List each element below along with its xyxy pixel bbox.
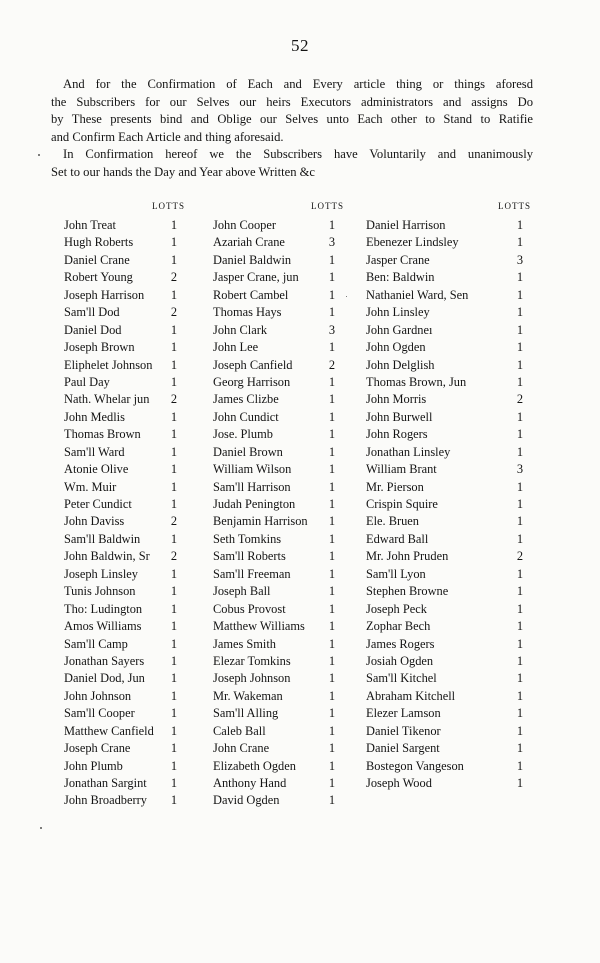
subscriber-name: Joseph Ball — [213, 584, 271, 599]
lotts-count: 1 — [170, 706, 178, 721]
subscriber-name: Josiah Ogden — [366, 653, 434, 668]
lotts-count: 1 — [516, 636, 524, 651]
lotts-count: 1 — [516, 584, 524, 599]
subscriber-name: Benjamin Harrison — [213, 514, 308, 529]
subscriber-name: Mr. Pierson — [366, 479, 424, 494]
subscriber-name: Edward Ball — [366, 531, 429, 546]
lotts-count: 1 — [170, 374, 178, 389]
lotts-count: 1 — [516, 497, 524, 511]
subscriber-name: Jose. Plumb — [213, 427, 273, 442]
lotts-count: 1 — [328, 601, 336, 616]
subscriber-name: Ben: Baldwin — [366, 270, 435, 285]
subscriber-name: Joseph Wood — [366, 776, 432, 790]
lotts-count: 2 — [170, 514, 178, 529]
subscriber-name: Seth Tomkins — [213, 531, 282, 546]
subscriber-name: John Daviss — [64, 514, 125, 529]
subscriber-name: Joseph Crane — [64, 741, 131, 756]
subscriber-name: Sam'll Camp — [64, 636, 128, 651]
lotts-count: 1 — [516, 706, 524, 721]
lotts-count: 1 — [170, 531, 178, 546]
lotts-count: 1 — [516, 514, 524, 529]
lotts-count: 1 — [170, 671, 178, 686]
lotts-count: 1 — [170, 566, 178, 581]
subscriber-name: John Delglish — [366, 357, 435, 372]
subscriber-name: John Johnson — [64, 688, 132, 703]
lotts-count: 1 — [516, 427, 524, 442]
subscriber-name: Daniel Dod — [64, 322, 122, 337]
lotts-count: 1 — [328, 688, 336, 703]
lotts-count: 1 — [328, 497, 336, 511]
subscriber-name: Cobus Provost — [213, 601, 286, 616]
subscriber-name: Sam'll Harrison — [213, 479, 291, 494]
subscriber-name: James Rogers — [366, 636, 435, 651]
lotts-count: 1 — [516, 758, 524, 773]
intro-line: Set to our hands the Day and Year above Written &c — [51, 164, 316, 179]
subscriber-name: Daniel Sargent — [366, 741, 440, 756]
lotts-count: 1 — [328, 566, 336, 581]
lotts-count: 1 — [328, 514, 336, 529]
subscriber-name: Hugh Roberts — [64, 235, 134, 250]
lotts-count: 1 — [328, 252, 336, 267]
subscriber-name: Sam'll Roberts — [213, 549, 286, 564]
subscriber-name: John Rogers — [366, 427, 428, 442]
subscriber-name: Daniel Harrison — [366, 218, 446, 232]
lotts-count: 1 — [328, 305, 336, 320]
lotts-count: 1 — [516, 218, 524, 232]
subscriber-name: Amos Williams — [64, 619, 142, 634]
subscriber-name: Thomas Brown, Jun — [366, 374, 467, 389]
lotts-count: 1 — [170, 427, 178, 442]
subscriber-name: Azariah Crane — [213, 235, 285, 250]
lotts-count: 1 — [328, 671, 336, 686]
lotts-count: 2 — [170, 305, 178, 320]
lotts-count: 1 — [328, 723, 336, 738]
lotts-count: 1 — [170, 653, 178, 668]
lotts-count: 1 — [170, 462, 178, 477]
subscriber-name: Daniel Crane — [64, 252, 130, 267]
lotts-count: 1 — [516, 340, 524, 355]
subscriber-name: Jasper Crane, jun — [213, 270, 299, 285]
subscriber-name: Elezar Tomkins — [213, 653, 291, 668]
lotts-count: 1 — [170, 235, 178, 250]
subscriber-name: John Ogden — [366, 340, 426, 355]
subscriber-name: Sam'll Freeman — [213, 566, 291, 581]
subscriber-name: Daniel Dod, Jun — [64, 671, 145, 686]
lotts-count: 2 — [328, 357, 336, 372]
subscriber-name: John Lee — [213, 340, 259, 355]
subscriber-name: Ele. Bruen — [366, 514, 419, 529]
lotts-count: 1 — [328, 287, 336, 302]
subscriber-name: Paul Day — [64, 374, 110, 389]
subscriber-name: Stephen Browne — [366, 584, 449, 599]
lotts-count: 1 — [170, 688, 178, 703]
lotts-count: 1 — [170, 252, 178, 267]
subscriber-name: John Baldwin, Sr — [64, 549, 150, 564]
lotts-count: 1 — [516, 270, 524, 285]
lotts-count: 1 — [516, 776, 524, 790]
lotts-count: 1 — [328, 741, 336, 756]
lotts-count: 1 — [328, 392, 336, 407]
intro-line: and Confirm Each Article and thing aforesaid. — [51, 129, 284, 144]
subscriber-name: John Cundict — [213, 409, 279, 424]
lotts-header: LOTTS — [498, 201, 531, 211]
lotts-count: 1 — [516, 566, 524, 581]
lotts-count: 1 — [328, 427, 336, 442]
lotts-count: 3 — [328, 235, 336, 250]
lotts-count: 1 — [516, 619, 524, 634]
subscriber-name: Thomas Hays — [213, 305, 282, 320]
lotts-count: 3 — [328, 322, 336, 337]
subscriber-name: Eliphelet Johnson — [64, 357, 153, 372]
subscriber-name: Joseph Linsley — [64, 566, 138, 581]
subscriber-name: Sam'll Kitchel — [366, 671, 437, 686]
lotts-header: LOTTS — [152, 201, 185, 211]
subscriber-name: Georg Harrison — [213, 374, 291, 389]
lotts-count: 1 — [170, 741, 178, 756]
lotts-count: 1 — [516, 531, 524, 546]
lotts-count: 1 — [328, 549, 336, 564]
lotts-count: 1 — [328, 409, 336, 424]
lotts-header: LOTTS — [311, 201, 344, 211]
subscriber-name: Joseph Peck — [366, 601, 427, 616]
subscriber-name: Ebenezer Lindsley — [366, 235, 459, 250]
subscriber-name: Daniel Brown — [213, 444, 283, 459]
subscriber-name: John Medlis — [64, 409, 125, 424]
subscriber-name: Matthew Williams — [213, 619, 305, 634]
lotts-count: 1 — [516, 653, 524, 668]
lotts-count: 3 — [516, 252, 524, 267]
lotts-count: 1 — [328, 444, 336, 459]
subscriber-name: John Plumb — [64, 758, 123, 773]
lotts-count: 1 — [170, 723, 178, 738]
lotts-count: 1 — [170, 357, 178, 372]
subscriber-name: Bostegon Vangeson — [366, 758, 464, 773]
lotts-count: 1 — [516, 444, 524, 459]
lotts-count: 1 — [328, 584, 336, 599]
lotts-count: 1 — [170, 776, 178, 790]
subscriber-name: William Wilson — [213, 462, 292, 477]
intro-line: the Subscribers for our Selves our heirs Executors administrators and assigns Do — [51, 94, 533, 109]
lotts-count: 1 — [516, 374, 524, 389]
lotts-count: 1 — [170, 409, 178, 424]
subscriber-name: Mr. John Pruden — [366, 549, 449, 564]
subscriber-name: John Gardneı — [366, 322, 433, 337]
subscriber-name: John Cooper — [213, 218, 276, 232]
subscriber-name: Wm. Muir — [64, 479, 117, 494]
subscriber-name: Sam'll Baldwin — [64, 531, 141, 546]
lotts-count: 1 — [328, 218, 336, 232]
lotts-count: 1 — [170, 287, 178, 302]
subscriber-name: James Clizbe — [213, 392, 279, 407]
subscriber-name: Judah Penington — [213, 497, 296, 511]
lotts-count: 1 — [328, 758, 336, 773]
lotts-count: 1 — [328, 340, 336, 355]
lotts-count: 1 — [516, 671, 524, 686]
subscriber-name: John Morris — [366, 392, 427, 407]
lotts-count: 2 — [170, 549, 178, 564]
subscriber-name: Thomas Brown — [64, 427, 141, 442]
lotts-count: 1 — [328, 619, 336, 634]
subscriber-name: Joseph Johnson — [213, 671, 291, 686]
subscriber-name: Tunis Johnson — [64, 584, 136, 599]
lotts-count: 1 — [328, 793, 336, 808]
lotts-count: 1 — [328, 636, 336, 651]
ink-speck — [38, 154, 40, 156]
page-number: 52 — [291, 36, 309, 55]
lotts-count: 1 — [170, 758, 178, 773]
subscriber-name: Elezer Lamson — [366, 706, 441, 721]
lotts-count: 2 — [516, 549, 524, 564]
subscriber-name: Mr. Wakeman — [213, 688, 283, 703]
subscriber-name: William Brant — [366, 462, 437, 477]
lotts-count: 1 — [170, 497, 178, 511]
ink-speck — [40, 827, 42, 829]
lotts-count: 1 — [170, 479, 178, 494]
lotts-count: 1 — [516, 322, 524, 337]
lotts-count: 1 — [328, 462, 336, 477]
lotts-count: 1 — [170, 340, 178, 355]
lotts-count: 2 — [170, 392, 178, 407]
intro-line: In Confirmation hereof we the Subscribers have Voluntarily and unanimously — [63, 147, 533, 162]
subscriber-name: David Ogden — [213, 793, 280, 808]
subscriber-name: Zophar Bech — [366, 619, 431, 634]
lotts-count: 1 — [170, 584, 178, 599]
subscriber-name: John Crane — [213, 741, 270, 756]
lotts-count: 3 — [516, 462, 524, 477]
lotts-count: 1 — [516, 601, 524, 616]
subscriber-name: Nath. Whelar jun — [64, 392, 150, 407]
subscriber-name: Tho: Ludington — [64, 601, 143, 616]
lotts-count: 1 — [328, 374, 336, 389]
subscriber-name: Joseph Harrison — [64, 287, 145, 302]
lotts-count: 1 — [170, 322, 178, 337]
lotts-count: 1 — [516, 741, 524, 756]
lotts-count: 1 — [516, 479, 524, 494]
lotts-count: 2 — [516, 392, 524, 407]
lotts-count: 1 — [516, 409, 524, 424]
subscriber-name: Atonie Olive — [64, 462, 129, 477]
lotts-count: 1 — [328, 706, 336, 721]
subscriber-name: John Broadberry — [64, 793, 147, 808]
lotts-count: 1 — [328, 653, 336, 668]
lotts-count: 2 — [170, 270, 178, 285]
lotts-count: 1 — [516, 235, 524, 250]
subscriber-name: Crispin Squire — [366, 497, 438, 511]
subscriber-name: Jasper Crane — [366, 252, 430, 267]
subscriber-name: Daniel Baldwin — [213, 252, 292, 267]
subscriber-name: Matthew Canfield — [64, 723, 154, 738]
subscriber-name: Sam'll Alling — [213, 706, 279, 721]
subscriber-name: Nathaniel Ward, Sen — [366, 287, 469, 302]
lotts-count: 1 — [170, 218, 178, 232]
subscriber-name: Robert Young — [64, 270, 133, 285]
ink-speck — [346, 296, 347, 297]
subscriber-name: Robert Cambel — [213, 287, 289, 302]
intro-line: And for the Confirmation of Each and Every article thing or things aforesd — [63, 77, 533, 91]
subscriber-name: Abraham Kitchell — [366, 688, 456, 703]
subscriber-list — [0, 201, 600, 821]
lotts-count: 1 — [170, 636, 178, 651]
subscriber-name: Daniel Tikenor — [366, 723, 441, 738]
subscriber-name: James Smith — [213, 636, 276, 651]
subscriber-name: Sam'll Lyon — [366, 566, 426, 581]
subscriber-name: John Clark — [213, 322, 268, 337]
subscriber-name: John Linsley — [366, 305, 430, 320]
lotts-count: 1 — [328, 270, 336, 285]
lotts-count: 1 — [516, 357, 524, 372]
lotts-count: 1 — [516, 688, 524, 703]
lotts-count: 1 — [170, 793, 178, 808]
subscriber-name: Sam'll Cooper — [64, 706, 135, 721]
subscriber-name: Sam'll Ward — [64, 444, 125, 459]
subscriber-name: John Burwell — [366, 409, 433, 424]
lotts-count: 1 — [170, 444, 178, 459]
lotts-count: 1 — [170, 601, 178, 616]
subscriber-name: Sam'll Dod — [64, 305, 120, 320]
intro-line: by These presents bind and Oblige our Selves unto Each other to Stand to Ratifie — [51, 112, 533, 127]
subscriber-name: Caleb Ball — [213, 723, 266, 738]
subscriber-name: Joseph Canfield — [213, 357, 293, 372]
subscriber-name: Jonathan Sayers — [64, 653, 145, 668]
subscriber-name: Elizabeth Ogden — [213, 758, 296, 773]
subscriber-name: Jonathan Linsley — [366, 444, 451, 459]
lotts-count: 1 — [328, 531, 336, 546]
lotts-count: 1 — [328, 776, 336, 790]
lotts-count: 1 — [170, 619, 178, 634]
intro-text — [51, 76, 533, 182]
subscriber-name: Joseph Brown — [64, 340, 135, 355]
lotts-count: 1 — [516, 287, 524, 302]
lotts-count: 1 — [328, 479, 336, 494]
lotts-count: 1 — [516, 723, 524, 738]
subscriber-name: Anthony Hand — [213, 776, 287, 790]
lotts-count: 1 — [516, 305, 524, 320]
subscriber-name: Peter Cundict — [64, 497, 132, 511]
subscriber-name: John Treat — [64, 218, 116, 232]
subscriber-name: Jonathan Sargint — [64, 776, 147, 790]
